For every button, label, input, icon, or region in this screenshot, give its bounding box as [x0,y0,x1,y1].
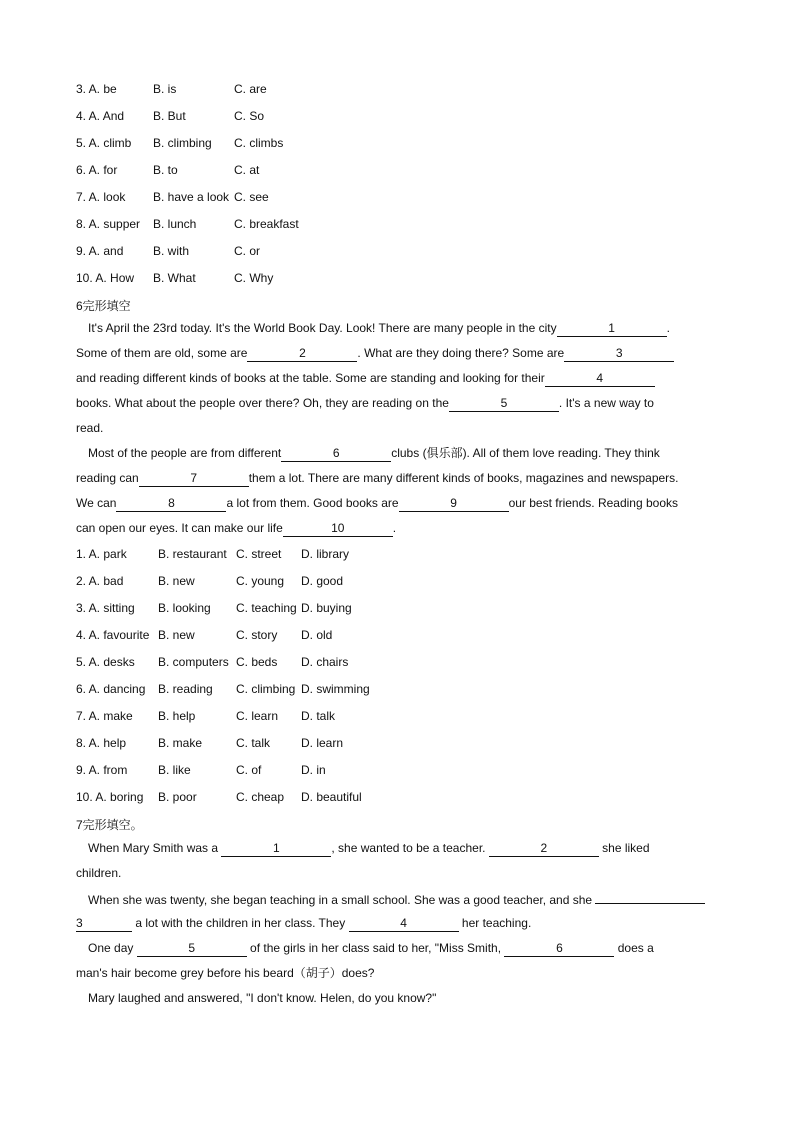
option-c: C. of [236,763,262,777]
option-d: D. in [301,763,326,777]
option-d: D. good [301,574,344,588]
option-d: D. chairs [301,655,349,669]
passage-text: Some of them are old, some are [76,346,248,360]
option-c: C. teaching [236,601,297,615]
answer-blank[interactable]: 8 [116,496,226,512]
passage-line [76,493,678,513]
option-a: 6. A. for [76,163,118,177]
option-a: 8. A. help [76,736,127,750]
passage-line [88,318,670,338]
option-b: B. climbing [153,136,212,150]
option-d: D. old [301,628,333,642]
passage-text: It's April the 23rd today. It's the World Book Day. Look! There are many people in the city [88,321,557,335]
option-c: C. at [234,163,260,177]
option-b: B. restaurant [158,547,227,561]
passage-line [76,913,531,933]
passage-line [76,468,679,488]
option-b: B. new [158,574,195,588]
passage-text: . [666,321,670,335]
passage-line [76,343,674,363]
option-c: C. are [234,82,267,96]
option-c: C. climbing [236,682,296,696]
option-c: C. story [236,628,278,642]
option-a: 8. A. supper [76,217,141,231]
option-d: D. swimming [301,682,370,696]
option-a: 4. A. And [76,109,125,123]
answer-blank[interactable]: 9 [399,496,509,512]
passage-line [76,863,121,883]
option-a: 3. A. be [76,82,117,96]
passage-text: reading can [76,471,139,485]
option-c: C. street [236,547,282,561]
passage-text: Most of the people are from different [88,446,282,460]
option-a: 3. A. sitting [76,601,135,615]
option-b: B. lunch [153,217,197,231]
passage-text: a lot with the children in her class. They [132,916,349,930]
passage-text: of the girls in her class said to her, "Miss Smith, [246,941,505,955]
passage-text: . [392,521,397,535]
option-b: B. What [153,271,196,285]
option-a: 2. A. bad [76,574,124,588]
passage-text: them a lot. There are many different kinds of books, magazines and newspapers. [248,471,679,485]
option-b: B. like [158,763,191,777]
option-a: 6. A. dancing [76,682,146,696]
option-c: C. or [234,244,261,258]
option-b: B. with [153,244,190,258]
option-d: D. learn [301,736,344,750]
answer-blank[interactable]: 5 [137,941,247,957]
passage-text: When Mary Smith was a [88,841,222,855]
option-c: C. talk [236,736,271,750]
option-a: 7. A. make [76,709,133,723]
option-b: B. make [158,736,203,750]
passage-line [88,838,650,858]
option-a: 4. A. favourite [76,628,150,642]
option-c: C. cheap [236,790,285,804]
option-b: B. But [153,109,186,123]
passage-text: read. [76,421,104,435]
answer-blank[interactable]: 1 [221,841,331,857]
passage-text: Mary laughed and answered, "I don't know. Helen, do you know?" [88,991,437,1005]
section-6-heading: 6完形填空 [76,299,131,313]
passage-text: children. [76,866,122,880]
option-d: D. library [301,547,350,561]
option-c: C. see [234,190,269,204]
answer-blank[interactable]: 4 [349,916,459,932]
option-c: C. breakfast [234,217,299,231]
passage-line [76,963,374,983]
passage-text: . What are they doing there? Some are [357,346,565,360]
option-a: 7. A. look [76,190,126,204]
option-a: 9. A. and [76,244,124,258]
answer-blank[interactable]: 10 [283,521,393,537]
passage-text: does a [614,941,654,955]
option-c: C. climbs [234,136,284,150]
passage-text: We can [76,496,117,510]
passage-text: One day [88,941,137,955]
passage-text: books. What about the people over there? Oh, they are reading on the [76,396,449,410]
option-c: C. beds [236,655,278,669]
answer-blank[interactable]: 2 [489,841,599,857]
option-b: B. is [153,82,177,96]
passage-line [76,393,654,413]
passage-text: and reading different kinds of books at the table. Some are standing and looking for their [76,371,545,385]
passage-line [88,988,436,1008]
passage-text: a lot from them. Good books are [226,496,399,510]
answer-blank[interactable]: 6 [281,446,391,462]
option-b: B. looking [158,601,211,615]
option-a: 10. A. How [76,271,135,285]
option-b: B. poor [158,790,197,804]
passage-text: her teaching. [458,916,532,930]
option-c: C. So [234,109,265,123]
option-b: B. computers [158,655,229,669]
answer-blank[interactable]: 1 [557,321,667,337]
passage-text: she liked [598,841,650,855]
option-c: C. young [236,574,285,588]
option-c: C. Why [234,271,274,285]
option-d: D. buying [301,601,352,615]
passage-text: can open our eyes. It can make our life [76,521,283,535]
option-a: 1. A. park [76,547,127,561]
option-d: D. beautiful [301,790,362,804]
section-7-heading: 7完形填空。 [76,818,143,832]
option-b: B. help [158,709,196,723]
answer-blank[interactable]: 5 [449,396,559,412]
passage-line [88,443,660,463]
answer-blank[interactable]: 3 [76,916,132,932]
passage-line [88,938,654,958]
option-a: 5. A. desks [76,655,135,669]
option-b: B. reading [158,682,213,696]
option-a: 10. A. boring [76,790,144,804]
option-a: 9. A. from [76,763,128,777]
option-c: C. learn [236,709,279,723]
answer-blank[interactable] [595,888,705,904]
passage-line [76,418,103,438]
option-b: B. have a look [153,190,230,204]
answer-blank[interactable]: 2 [247,346,357,362]
passage-text: , she wanted to be a teacher. [331,841,489,855]
answer-blank[interactable]: 6 [504,941,614,957]
answer-blank[interactable]: 7 [139,471,249,487]
option-a: 5. A. climb [76,136,132,150]
answer-blank[interactable]: 3 [564,346,674,362]
option-b: B. new [158,628,195,642]
passage-line [76,368,655,388]
passage-line [76,518,396,538]
answer-blank[interactable]: 4 [545,371,655,387]
passage-text: . It's a new way to [558,396,654,410]
passage-text: When she was twenty, she began teaching in a small school. She was a good teacher, and she [88,893,596,907]
passage-text: clubs (俱乐部). All of them love reading. They think [391,446,660,460]
passage-text: man's hair become grey before his beard（胡子）does? [76,966,375,980]
passage-line [88,888,705,910]
passage-text: our best friends. Reading books [508,496,678,510]
option-d: D. talk [301,709,336,723]
option-b: B. to [153,163,178,177]
